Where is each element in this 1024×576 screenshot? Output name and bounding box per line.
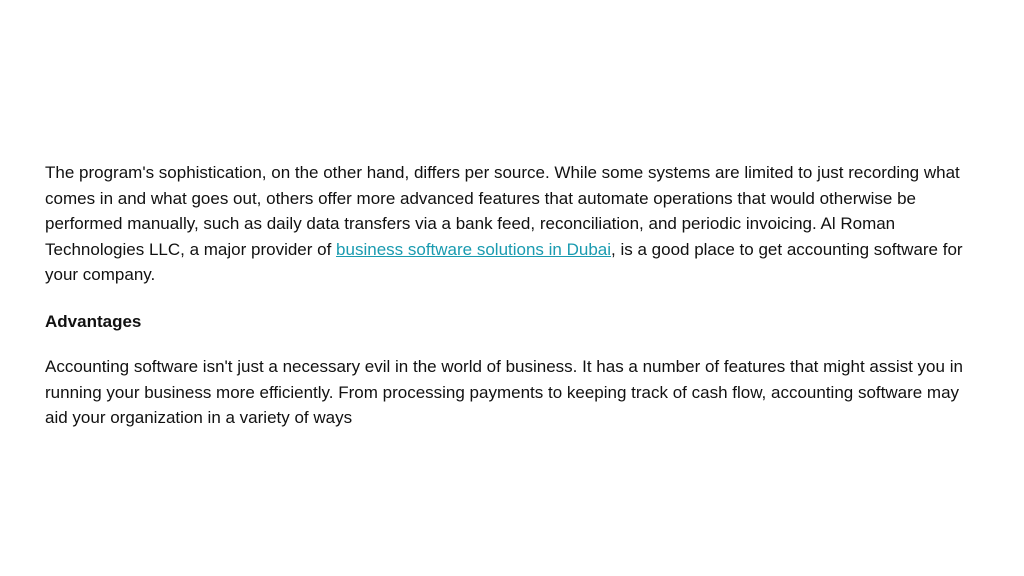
intro-paragraph xyxy=(45,160,985,288)
intro-text-after-link: , is a good place to get accounting software for your company. xyxy=(45,239,963,284)
intro-text-before-link: The program's sophistication, on the other hand, differs per source. While some systems are limited to just recording what comes in and what goes out, others offer more advanced features that automate operations that would otherwise be performed manually, such as daily data transfers via a bank feed, reconciliation, and periodic invoicing. Al Roman Technologies LLC, a major provider of xyxy=(45,163,960,259)
business-software-link[interactable]: business software solutions in Dubai xyxy=(336,239,612,259)
advantages-paragraph: Accounting software isn't just a necessary evil in the world of business. It has a number of features that might assist you in running your business more efficiently. From processing payments to keeping track of cash flow, accounting software may aid your organization in a variety of ways xyxy=(45,357,963,427)
section-heading-advantages: Advantages xyxy=(45,311,142,331)
